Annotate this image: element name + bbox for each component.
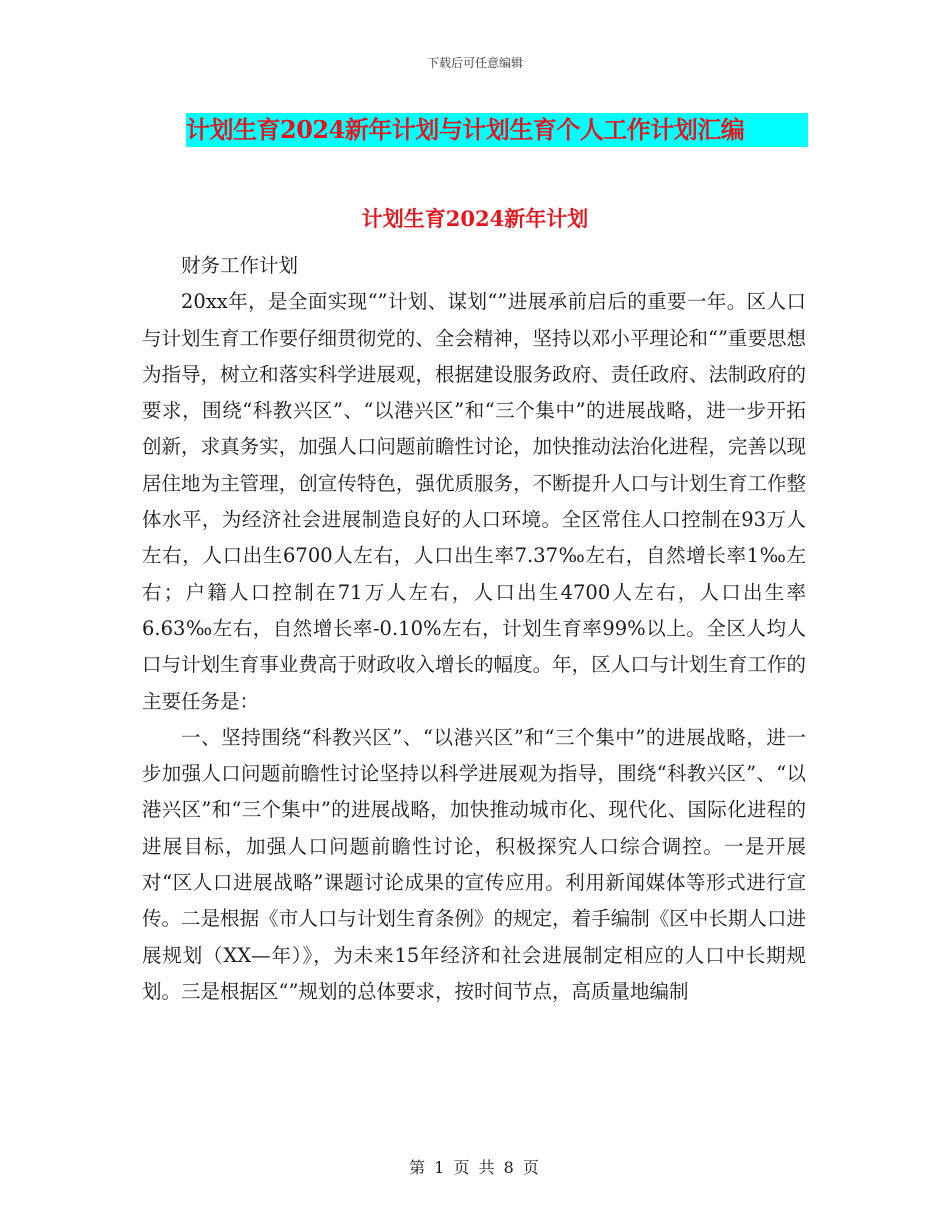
page-number: 第 1 页 共 8 页: [409, 1158, 541, 1177]
main-title: 计划生育2024新年计划与计划生育个人工作计划汇编: [186, 115, 745, 144]
body-text: [142, 248, 806, 1010]
header-note: 下载后可任意编辑: [426, 56, 523, 70]
paragraph: 财务工作计划: [181, 254, 299, 277]
sub-title: 计划生育2024新年计划: [361, 206, 589, 231]
paragraph: 一、坚持围绕“科教兴区”、“以港兴区”和“三个集中”的进展战略，进一步加强人口问题前瞻性讨论坚持以科学进展观为指导，围绕“科教兴区”、“以港兴区”和“三个集中”的进展战略，加快推动城市化、现代化、国际化进程的进展目标，加强人口问题前瞻性讨论，积极探究人口综合调控。一是开展对“区人口进展战略”课题讨论成果的宣传应用。利用新闻媒体等形式进行宣传。二是根据《市人口与计划生育条例》的规定，着手编制《区中长期人口进展规划（XX—年）》，为未来15年经济和社会进展制定相应的人口中长期规划。三是根据区“”规划的总体要求，按时间节点，高质量地编制: [142, 725, 806, 1003]
paragraph: 20xx年，是全面实现“”计划、谋划“”进展承前启后的重要一年。区人口与计划生育工作要仔细贯彻党的、全会精神，坚持以邓小平理论和“”重要思想为指导，树立和落实科学进展观，根据建设服务政府、责任政府、法制政府的要求，围绕“科教兴区”、“以港兴区”和“三个集中”的进展战略，进一步开拓创新，求真务实，加强人口问题前瞻性讨论，加快推动法治化进程，完善以现居住地为主管理，创宣传特色，强优质服务，不断提升人口与计划生育工作整体水平，为经济社会进展制造良好的人口环境。全区常住人口控制在93万人左右，人口出生6700人左右，人口出生率7.37‰左右，自然增长率1‰左右；户籍人口控制在71万人左右，人口出生4700人左右，人口出生率6.63‰左右，自然增长率-0.10%左右，计划生育率99%以上。全区人均人口与计划生育事业费高于财政收入增长的幅度。年，区人口与计划生育工作的主要任务是：: [142, 290, 806, 713]
main-title-highlight: [186, 113, 808, 147]
